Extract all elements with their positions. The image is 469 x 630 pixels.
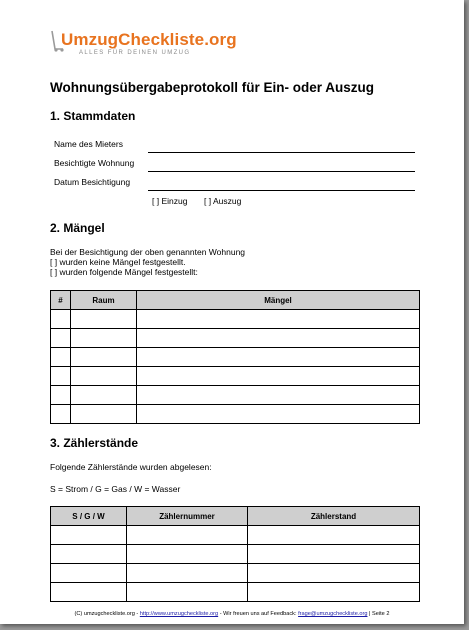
footer-url-link[interactable]: http://www.umzugcheckliste.org: [139, 611, 219, 617]
footer-suffix: | Seite 2: [367, 611, 390, 617]
table-row: [51, 545, 420, 564]
zaehler-legend: S = Strom / G = Gas / W = Wasser: [50, 484, 181, 494]
table-cell[interactable]: [71, 348, 137, 367]
logo-brand: UmzugCheckliste.org: [61, 30, 237, 49]
checkbox-einzug[interactable]: [ ] Einzug: [152, 196, 188, 206]
table-cell[interactable]: [137, 310, 420, 329]
table-cell[interactable]: [248, 545, 420, 564]
table-row: [51, 348, 420, 367]
table-cell[interactable]: [137, 367, 420, 386]
table-cell[interactable]: [71, 405, 137, 424]
maengel-table: [50, 290, 420, 424]
table-cell[interactable]: [51, 526, 127, 545]
table-row: [51, 526, 420, 545]
field-label-datum: Datum Besichtigung: [54, 177, 131, 187]
table-cell[interactable]: [51, 367, 71, 386]
table-cell[interactable]: [51, 545, 127, 564]
table-row: [51, 310, 420, 329]
table-cell[interactable]: [51, 564, 127, 583]
table-cell[interactable]: [51, 386, 71, 405]
table-cell[interactable]: [127, 526, 248, 545]
column-header-raum: Raum: [71, 291, 137, 310]
section-stammdaten-heading: 1. Stammdaten: [50, 109, 136, 123]
column-header-nr: #: [51, 291, 71, 310]
column-header-sgw: S / G / W: [51, 507, 127, 526]
table-cell[interactable]: [71, 367, 137, 386]
table-cell[interactable]: [71, 329, 137, 348]
column-header-maengel: Mängel: [137, 291, 420, 310]
table-cell[interactable]: [127, 564, 248, 583]
table-cell[interactable]: [51, 329, 71, 348]
table-cell[interactable]: [51, 310, 71, 329]
maengel-intro: Bei der Besichtigung der oben genannten Wohnung: [50, 247, 246, 257]
field-label-mieter: Name des Mieters: [54, 139, 123, 149]
checkbox-folgende-maengel[interactable]: [ ] wurden folgende Mängel festgestellt:: [50, 267, 198, 277]
table-row: [51, 583, 420, 602]
table-cell[interactable]: [127, 583, 248, 602]
table-cell[interactable]: [248, 526, 420, 545]
footer-prefix: (C) umzugcheckliste.org -: [74, 611, 140, 617]
table-cell[interactable]: [137, 386, 420, 405]
table-row: [51, 367, 420, 386]
logo: [49, 28, 249, 60]
table-cell[interactable]: [51, 405, 71, 424]
logo-tagline: ALLES FÜR DEINEN UMZUG: [79, 50, 191, 56]
page-footer: [0, 611, 464, 617]
zaehler-table: [50, 506, 420, 602]
table-cell[interactable]: [137, 329, 420, 348]
field-line-wohnung[interactable]: [148, 171, 415, 172]
table-row: [51, 405, 420, 424]
zaehler-table-header: [51, 507, 420, 526]
table-row: [51, 386, 420, 405]
table-cell[interactable]: [71, 310, 137, 329]
checkbox-keine-maengel[interactable]: [ ] wurden keine Mängel festgestellt.: [50, 257, 186, 267]
table-cell[interactable]: [248, 583, 420, 602]
maengel-table-header: [51, 291, 420, 310]
document-title: Wohnungsübergabeprotokoll für Ein- oder Auszug: [50, 80, 374, 95]
field-line-mieter[interactable]: [148, 152, 415, 153]
table-row: [51, 329, 420, 348]
checkbox-auszug[interactable]: [ ] Auszug: [204, 196, 242, 206]
section-zaehlerstaende-heading: 3. Zählerstände: [50, 436, 139, 450]
table-cell[interactable]: [137, 405, 420, 424]
column-header-zaehlernummer: Zählernummer: [127, 507, 248, 526]
field-line-datum[interactable]: [148, 190, 415, 191]
zaehler-intro: Folgende Zählerstände wurden abgelesen:: [50, 462, 212, 472]
table-cell[interactable]: [51, 583, 127, 602]
table-cell[interactable]: [248, 564, 420, 583]
footer-email-link[interactable]: frage@umzugcheckliste.org: [298, 611, 368, 617]
field-label-wohnung: Besichtigte Wohnung: [54, 158, 135, 168]
footer-middle: - Wir freuen uns auf Feedback:: [218, 611, 299, 617]
section-maengel-heading: 2. Mängel: [50, 221, 105, 235]
table-cell[interactable]: [51, 348, 71, 367]
table-cell[interactable]: [71, 386, 137, 405]
table-cell[interactable]: [127, 545, 248, 564]
table-cell[interactable]: [137, 348, 420, 367]
table-row: [51, 564, 420, 583]
column-header-zaehlerstand: Zählerstand: [248, 507, 420, 526]
